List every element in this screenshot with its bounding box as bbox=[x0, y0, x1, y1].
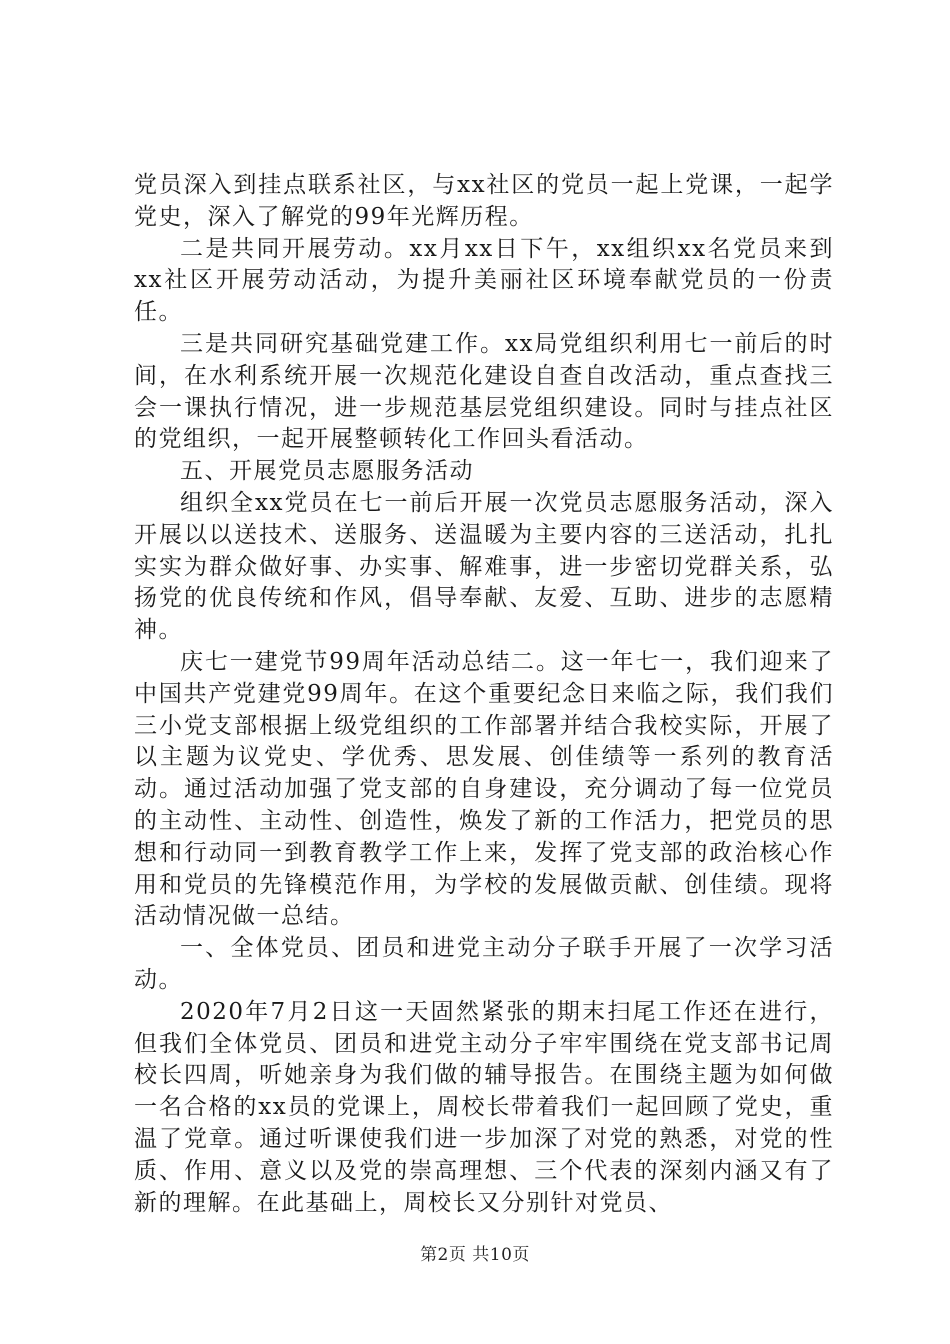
paragraph-1: 党员深入到挂点联系社区，与xx社区的党员一起上党课，一起学党史，深入了解党的99年光辉历程。 bbox=[134, 172, 834, 230]
paragraph-3: 三是共同研究基础党建工作。xx局党组织利用七一前后的时间，在水利系统开展一次规范化建设自查自改活动，重点查找三会一课执行情况，进一步规范基层党组织建设。同时与挂点社区的党组织，一起开展整顿转化工作回头看活动。 bbox=[134, 330, 834, 453]
paragraph-8: 2020年7月2日这一天固然紧张的期末扫尾工作还在进行，但我们全体党员、团员和进党主动分子牢牢围绕在党支部书记周校长四周，听她亲身为我们做的辅导报告。在围绕主题为如何做一名合格的xx员的党课上，周校长带着我们一起回顾了党史，重温了党章。通过听课使我们进一步加深了对党的熟悉，对党的性质、作用、意义以及党的崇高理想、三个代表的深刻内涵又有了新的理解。在此基础上，周校长又分别针对党员、 bbox=[134, 998, 834, 1216]
paragraph-2: 二是共同开展劳动。xx月xx日下午，xx组织xx名党员来到xx社区开展劳动活动，为提升美丽社区环境奉献党员的一份责任。 bbox=[134, 235, 834, 326]
paragraph-6: 庆七一建党节99周年活动总结二。这一年七一，我们迎来了中国共产党建党99周年。在这个重要纪念日来临之际，我们我们三小党支部根据上级党组织的工作部署并结合我校实际，开展了以主题为议党史、学优秀、思发展、创佳绩等一系列的教育活动。通过活动加强了党支部的自身建设，充分调动了每一位党员的主动性、主动性、创造性，焕发了新的工作活力，把党员的思想和行动同一到教育教学工作上来，发挥了党支部的政治核心作用和党员的先锋模范作用，为学校的发展做贡献、创佳绩。现将活动情况做一总结。 bbox=[134, 648, 834, 930]
document-body bbox=[134, 170, 834, 1219]
section-heading-1: 一、全体党员、团员和进党主动分子联手开展了一次学习活动。 bbox=[134, 935, 834, 993]
page-footer: 第2页 共10页 bbox=[420, 1245, 530, 1265]
paragraph-5: 组织全xx党员在七一前后开展一次党员志愿服务活动，深入开展以以送技术、送服务、送温暖为主要内容的三送活动，扎扎实实为群众做好事、办实事、解难事，进一步密切党群关系，弘扬党的优良传统和作风，倡导奉献、友爱、互助、进步的志愿精神。 bbox=[134, 489, 834, 644]
section-heading-5: 五、开展党员志愿服务活动 bbox=[180, 458, 474, 485]
